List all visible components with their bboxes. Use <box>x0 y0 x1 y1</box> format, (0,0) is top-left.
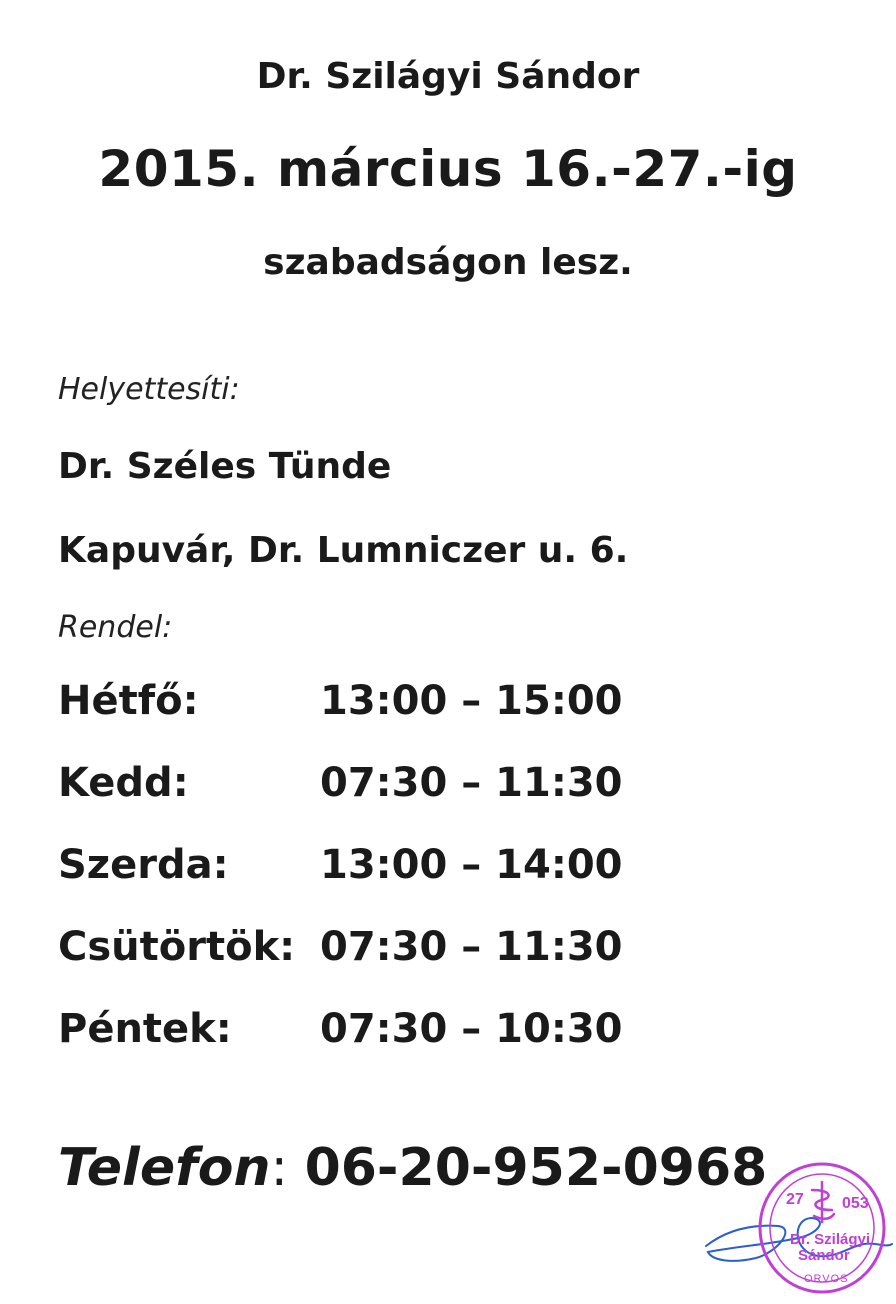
schedule-row-monday <box>58 678 758 760</box>
stamp-name-line1: Dr. Szilágyi <box>790 1231 871 1248</box>
caduceus-icon <box>812 1182 834 1222</box>
stamp-number-right: 053 <box>842 1195 869 1212</box>
substitute-address: Kapuvár, Dr. Lumniczer u. 6. <box>58 530 629 571</box>
schedule-row-tuesday <box>58 760 758 842</box>
phone-number: 06-20-952-0968 <box>304 1138 768 1198</box>
stamp-name-line2: Sándor <box>798 1247 850 1264</box>
schedule-day: Hétfő: <box>58 678 199 724</box>
schedule-row-wednesday <box>58 842 758 924</box>
phone-separator: : <box>270 1138 289 1198</box>
schedule-day: Szerda: <box>58 842 229 888</box>
schedule-day: Péntek: <box>58 1006 232 1052</box>
stamp-number-left: 27 <box>786 1191 804 1208</box>
doctor-stamp <box>700 1160 896 1304</box>
schedule-hours: 13:00 – 14:00 <box>320 842 623 888</box>
doctor-name: Dr. Szilágyi Sándor <box>256 56 640 97</box>
office-hours-label: Rendel: <box>58 610 173 645</box>
schedule-row-thursday <box>58 924 758 1006</box>
schedule-hours: 07:30 – 11:30 <box>320 924 623 970</box>
schedule-hours: 07:30 – 10:30 <box>320 1006 623 1052</box>
substitute-name: Dr. Széles Tünde <box>58 446 392 487</box>
stamp-title: ORVOS <box>804 1273 849 1285</box>
vacation-text: szabadságon lesz. <box>263 242 633 283</box>
substitute-label: Helyettesíti: <box>58 372 240 407</box>
schedule-day: Csütörtök: <box>58 924 296 970</box>
office-hours-table <box>58 678 758 1088</box>
phone-line <box>58 1138 767 1198</box>
phone-label: Telefon <box>58 1138 271 1198</box>
schedule-hours: 07:30 – 11:30 <box>320 760 623 806</box>
vacation-dates: 2015. március 16.-27.-ig <box>98 140 798 198</box>
schedule-row-friday <box>58 1006 758 1088</box>
schedule-hours: 13:00 – 15:00 <box>320 678 623 724</box>
schedule-day: Kedd: <box>58 760 189 806</box>
